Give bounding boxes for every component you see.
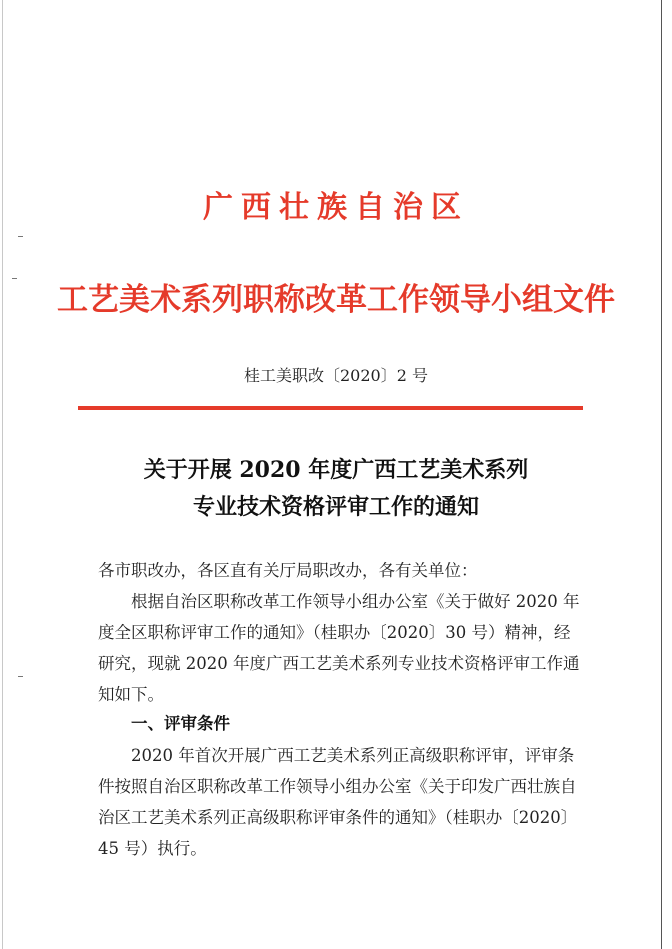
scan-mark [18, 676, 23, 677]
issuer-office: 工艺美术系列职称改革工作领导小组文件 [57, 282, 615, 318]
notice-title-line2: 专业技术资格评审工作的通知 [192, 494, 479, 520]
paragraph-intro: 根据自治区职称改革工作领导小组办公室《关于做好 2020 年度全区职称评审工作的通知》（桂职办〔2020〕30 号）精神，经研究，现就 2020 年度广西工艺美术系列专业技术资格评审工作通知如下。 [98, 592, 580, 704]
scan-mark [18, 236, 23, 237]
issuer-region: 广西壮族自治区 [203, 190, 469, 225]
notice-title-line1: 关于开展 2020 年度广西工艺美术系列 [143, 457, 529, 483]
salutation: 各市职改办，各区直有关厅局职改办，各有关单位： [98, 561, 478, 580]
document-number: 桂工美职改〔2020〕2 号 [244, 366, 428, 385]
section-heading-review-conditions: 一、评审条件 [131, 714, 230, 733]
paragraph-review-conditions: 2020 年首次开展广西工艺美术系列正高级职称评审，评审条件按照自治区职称改革工作领导小组办公室《关于印发广西壮族自治区工艺美术系列正高级职称评审条件的通知》（桂职办〔2020〕45 号）执行。 [98, 746, 578, 858]
header-divider [78, 406, 583, 410]
